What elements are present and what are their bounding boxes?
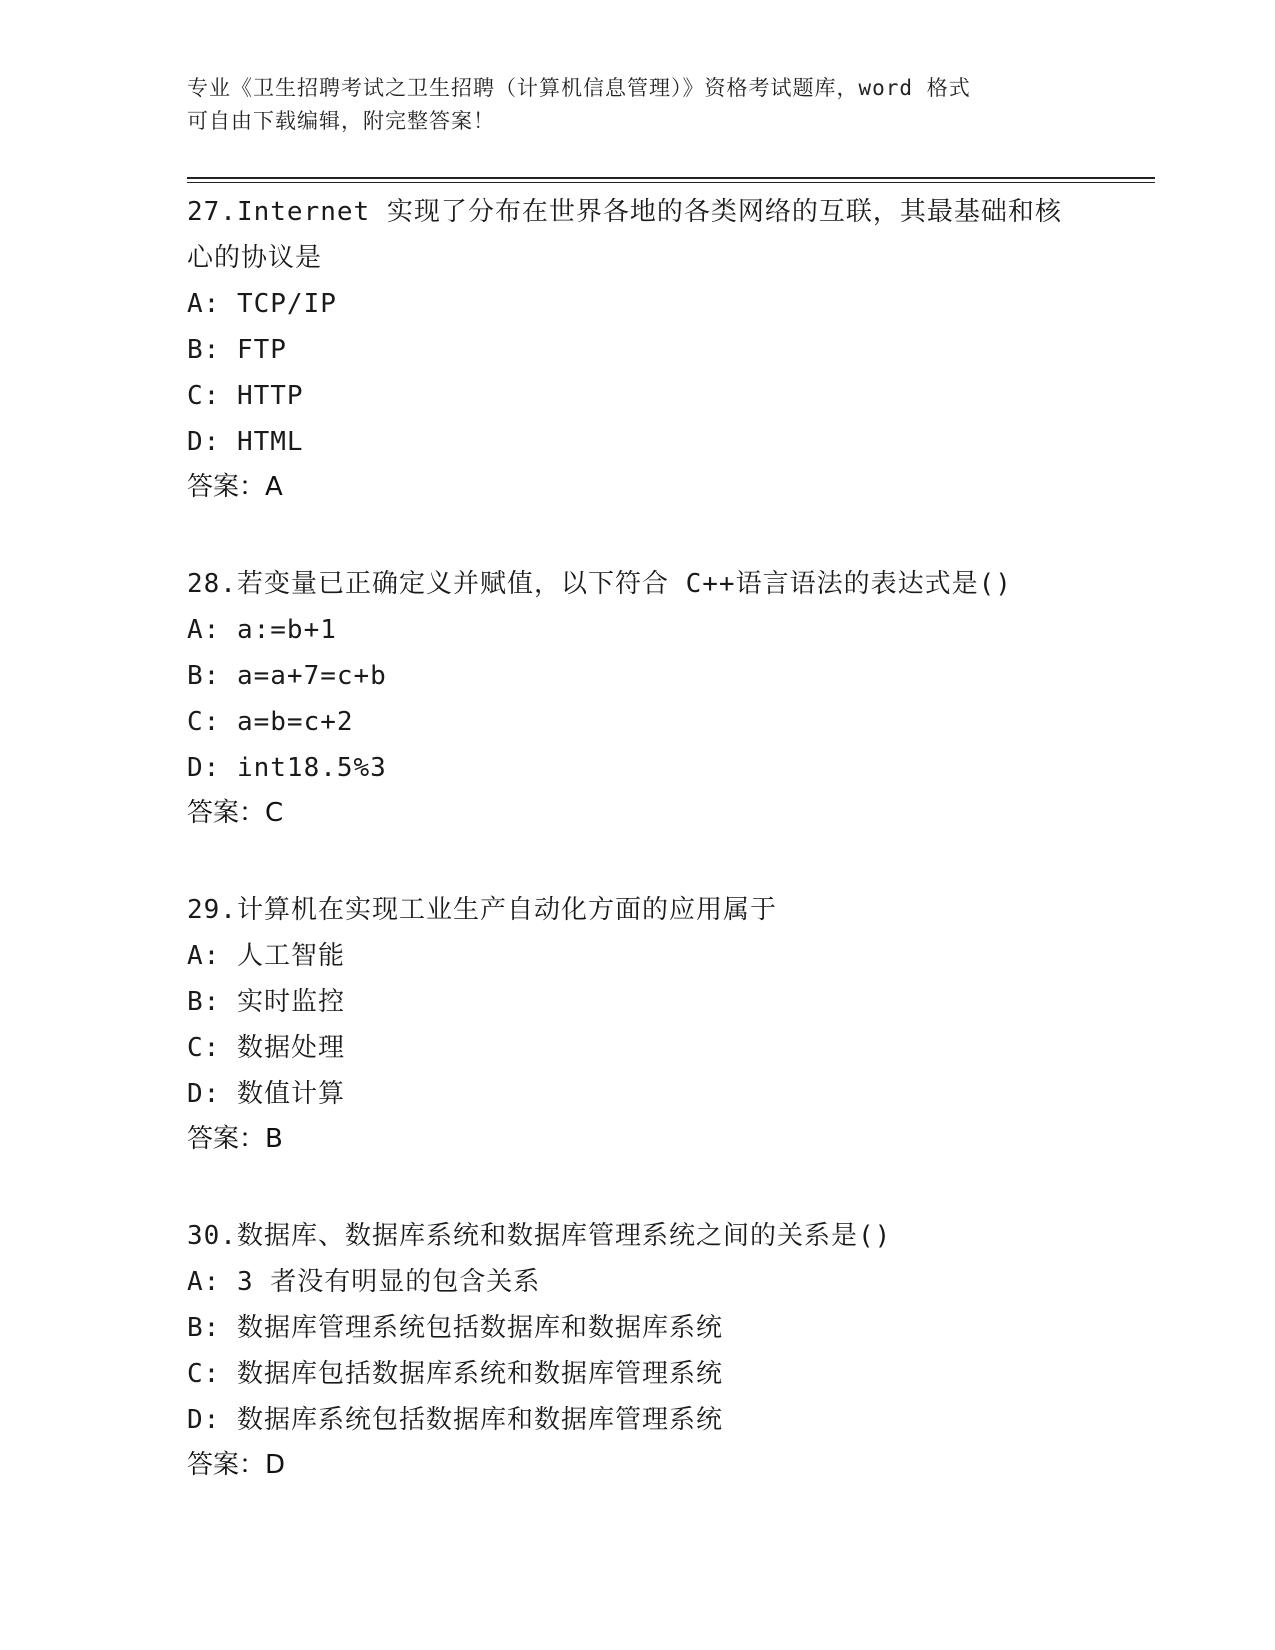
answer: 答案：A xyxy=(187,472,283,502)
option-c: C: a=b=c+2 xyxy=(187,707,354,737)
question-28 xyxy=(187,561,1087,835)
option-b: B: FTP xyxy=(187,335,287,365)
question-29 xyxy=(187,887,1087,1161)
spacer xyxy=(187,1161,1087,1213)
header-line-2: 可自由下载编辑，附完整答案！ xyxy=(187,109,495,133)
spacer xyxy=(187,835,1087,887)
option-c: C: 数据库包括数据库系统和数据库管理系统 xyxy=(187,1359,723,1389)
question-30 xyxy=(187,1213,1087,1487)
question-stem: 27.Internet 实现了分布在世界各地的各类网络的互联，其最基础和核 xyxy=(187,197,1062,227)
answer: 答案：B xyxy=(187,1124,283,1154)
option-d: D: 数据库系统包括数据库和数据库管理系统 xyxy=(187,1405,723,1435)
question-stem: 29.计算机在实现工业生产自动化方面的应用属于 xyxy=(187,895,777,925)
question-stem-continued: 心的协议是 xyxy=(187,243,323,273)
option-a: A: TCP/IP xyxy=(187,289,337,319)
answer: 答案：C xyxy=(187,798,284,828)
header-divider-thin xyxy=(187,182,1155,183)
question-list xyxy=(187,189,1087,1487)
option-a: A: 人工智能 xyxy=(187,941,345,971)
question-27 xyxy=(187,189,1087,509)
header-divider xyxy=(187,177,1155,179)
option-d: D: HTML xyxy=(187,427,304,457)
document-header xyxy=(187,72,1067,138)
header-line-1: 专业《卫生招聘考试之卫生招聘（计算机信息管理）》资格考试题库，word 格式 xyxy=(187,76,971,100)
option-c: C: 数据处理 xyxy=(187,1033,345,1063)
answer: 答案：D xyxy=(187,1450,286,1480)
question-stem: 28.若变量已正确定义并赋值，以下符合 C++语言语法的表达式是() xyxy=(187,569,1012,599)
question-stem: 30.数据库、数据库系统和数据库管理系统之间的关系是() xyxy=(187,1221,892,1251)
option-b: B: a=a+7=c+b xyxy=(187,661,387,691)
option-b: B: 实时监控 xyxy=(187,987,345,1017)
spacer xyxy=(187,509,1087,561)
option-a: A: 3 者没有明显的包含关系 xyxy=(187,1267,541,1297)
option-c: C: HTTP xyxy=(187,381,304,411)
option-d: D: int18.5%3 xyxy=(187,753,387,783)
option-d: D: 数值计算 xyxy=(187,1079,345,1109)
option-b: B: 数据库管理系统包括数据库和数据库系统 xyxy=(187,1313,723,1343)
option-a: A: a:=b+1 xyxy=(187,615,337,645)
